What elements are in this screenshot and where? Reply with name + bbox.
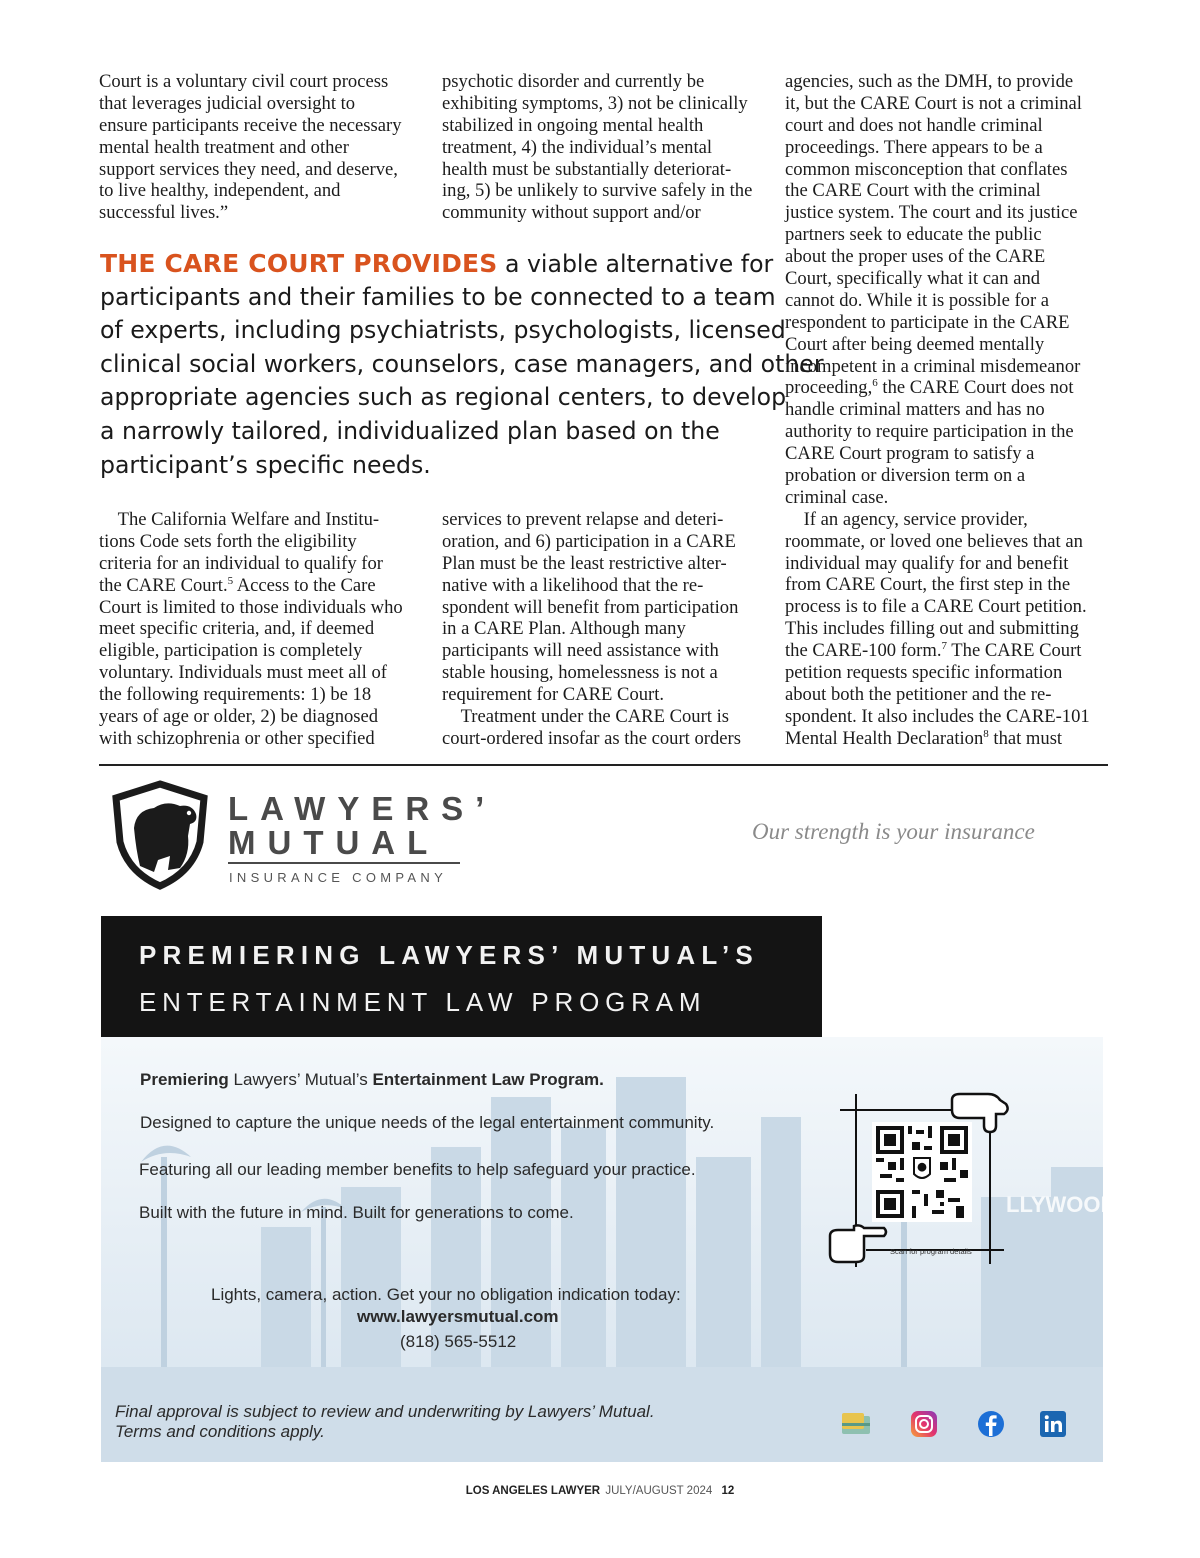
text-line: support services they need, and deserve,: [99, 158, 398, 180]
pointing-hand-right-icon: [824, 1222, 888, 1266]
text-line: stable housing, homelessness is not a: [442, 662, 718, 684]
pull-quote-line: a narrowly tailored, individualized plan based on the: [100, 416, 720, 445]
fine-print-line: Final approval is subject to review and underwriting by Lawyers’ Mutual.: [115, 1402, 655, 1421]
text-line: spondent. It also includes the CARE-101: [785, 705, 1090, 727]
ad-panel: [101, 1037, 1117, 1462]
pull-quote-line: of experts, including psychiatrists, psychologists, licensed: [100, 316, 786, 345]
ad-intro-bold: Entertainment Law Program.: [372, 1070, 604, 1089]
ad-tagline: Our strength is your insurance: [752, 819, 1035, 844]
text-line: If an agency, service provider,: [785, 508, 1028, 530]
text-line: Court is a voluntary civil court process: [99, 71, 389, 92]
text-fragment: a viable alternative for: [497, 250, 774, 278]
text-line: cannot do. While it is possible for a: [785, 289, 1050, 311]
text-line: [785, 377, 1115, 399]
text-line: spondent will benefit from participation: [442, 596, 739, 618]
text-line: about both the petitioner and the re-: [785, 683, 1052, 705]
text-line: common misconception that conflates: [785, 158, 1068, 180]
ad-website-link[interactable]: www.lawyersmutual.com: [357, 1307, 559, 1326]
text-line: petition requests specific information: [785, 662, 1063, 684]
text-line: criteria for an individual to qualify for: [99, 552, 383, 574]
text-line: treatment, 4) the individual’s mental: [442, 136, 713, 158]
text-line: to live healthy, independent, and: [99, 180, 341, 202]
text-line: The California Welfare and Institu-: [99, 509, 380, 530]
text-line: about the proper uses of the CARE: [785, 246, 1046, 268]
text-line: Court is limited to those individuals who: [99, 596, 403, 618]
text-fragment: the CARE Court does not: [877, 377, 1074, 399]
text-line: from CARE Court, the first step in the: [785, 574, 1071, 596]
text-line: meet specific criteria, and, if deemed: [99, 618, 375, 640]
text-line: [785, 640, 1115, 662]
qr-frame: [826, 1092, 1016, 1272]
pull-quote-line: clinical social workers, counselors, case managers, and other: [100, 349, 824, 378]
page-footer: [0, 1485, 1200, 1497]
text-fragment: Access to the Care: [233, 574, 376, 596]
ad-intro-text: Lawyers’ Mutual’s: [228, 1070, 373, 1089]
text-line: community without support and/or: [442, 202, 701, 224]
text-line: participants will need assistance with: [442, 640, 719, 662]
text-line: stabilized in ongoing mental health: [442, 114, 704, 136]
logo-rule: [228, 862, 460, 864]
qr-code[interactable]: [872, 1122, 972, 1222]
ad-call-to-action: Lights, camera, action. Get your no obligation indication today:: [211, 1285, 681, 1304]
linkedin-icon[interactable]: [1038, 1409, 1068, 1439]
text-line: partners seek to educate the public: [785, 224, 1042, 246]
text-line: native with a likelihood that the re-: [442, 574, 704, 596]
text-line: voluntary. Individuals must meet all of: [99, 662, 387, 684]
footnote-ref: 5: [227, 574, 234, 587]
bear-shield-icon: [110, 780, 210, 890]
text-line: mental health treatment and other: [99, 136, 349, 158]
text-fragment: The CARE Court: [946, 640, 1082, 662]
article-column-2-top: [442, 71, 772, 224]
text-line: handle criminal matters and has no: [785, 399, 1045, 421]
logo-word-lawyers: LAWYERS’: [228, 790, 497, 827]
text-line: services to prevent relapse and deteri-: [442, 509, 724, 530]
text-line: criminal case.: [785, 486, 889, 508]
text-line: the CARE Court with the criminal: [785, 180, 1041, 202]
text-line: CARE Court program to satisfy a: [785, 443, 1035, 465]
banner-headline: PREMIERING LAWYERS’ MUTUAL’S: [139, 940, 759, 970]
ad-body-line: Built with the future in mind. Built for generations to come.: [139, 1203, 574, 1222]
text-line: This includes filling out and submitting: [785, 618, 1079, 640]
text-line: probation or diversion term on a: [785, 465, 1026, 487]
text-line: Court after being deemed mentally: [785, 333, 1045, 355]
article-column-1-bottom: [99, 509, 429, 750]
text-line: health must be substantially deteriorat-: [442, 158, 732, 180]
facebook-icon[interactable]: [976, 1409, 1006, 1439]
text-line: eligible, participation is completely: [99, 640, 363, 662]
ad-fine-print: [115, 1402, 655, 1442]
logo-word-mutual: MUTUAL: [228, 824, 440, 861]
fine-print-line: Terms and conditions apply.: [115, 1422, 325, 1441]
pull-quote-line: appropriate agencies such as regional centers, to develop: [100, 383, 787, 412]
text-line: court and does not handle criminal: [785, 114, 1043, 136]
text-line: individual may qualify for and benefit: [785, 552, 1069, 574]
card-icon[interactable]: [841, 1409, 871, 1439]
text-line: agencies, such as the DMH, to provide: [785, 71, 1074, 92]
text-line: in a CARE Plan. Although many: [442, 618, 686, 640]
pull-quote: [100, 247, 824, 482]
logo-subtitle: INSURANCE COMPANY: [229, 870, 448, 885]
text-line: psychotic disorder and currently be: [442, 71, 705, 92]
hollywood-sign: LLYWOOD: [1006, 1192, 1117, 1217]
text-line: incompetent in a criminal misdemeanor: [785, 355, 1081, 377]
ad-intro-bold: Premiering: [140, 1070, 229, 1089]
pull-quote-lead: THE CARE COURT PROVIDES: [100, 249, 498, 278]
text-line: requirement for CARE Court.: [442, 684, 665, 706]
instagram-icon[interactable]: [909, 1409, 939, 1439]
text-line: justice system. The court and its justice: [785, 202, 1078, 224]
text-line: years of age or older, 2) be diagnosed: [99, 706, 379, 728]
text-line: successful lives.”: [99, 202, 229, 224]
ad-phone-number[interactable]: (818) 565-5512: [400, 1332, 517, 1351]
page-number: 12: [721, 1485, 735, 1497]
text-line: roommate, or loved one believes that an: [785, 530, 1083, 552]
text-line: Plan must be the least restrictive alter-: [442, 552, 727, 574]
publication-name: LOS ANGELES LAWYER: [465, 1485, 601, 1497]
text-fragment: proceeding,: [785, 377, 873, 399]
text-line: proceedings. There appears to be a: [785, 136, 1043, 158]
text-line: court-ordered insofar as the court orders: [442, 727, 741, 749]
ad-body-line: Featuring all our leading member benefits to help safeguard your practice.: [139, 1160, 696, 1179]
text-line: oration, and 6) participation in a CARE: [442, 530, 736, 552]
text-fragment: that must: [988, 727, 1063, 749]
article-column-2-bottom: [442, 509, 772, 750]
qr-caption: Scan for program details: [890, 1247, 972, 1256]
ad-intro-line: [140, 1070, 604, 1090]
text-line: tions Code sets forth the eligibility: [99, 530, 357, 552]
footnote-ref: 7: [941, 640, 947, 653]
pull-quote-line: participant’s specific needs.: [100, 450, 431, 479]
text-line: ensure participants receive the necessary: [99, 114, 402, 136]
qr-code-icon: [872, 1122, 972, 1222]
ad-banner: [101, 916, 822, 1037]
text-line: process is to file a CARE Court petition.: [785, 596, 1087, 618]
text-fragment: Mental Health Declaration: [785, 727, 984, 749]
banner-subheadline: ENTERTAINMENT LAW PROGRAM: [139, 987, 707, 1017]
pull-quote-line: [100, 247, 774, 281]
text-line: it, but the CARE Court is not a criminal: [785, 92, 1082, 114]
footnote-ref: 8: [983, 727, 989, 740]
article-column-1-top: [99, 71, 429, 224]
text-line: authority to require participation in the: [785, 421, 1074, 443]
text-line: exhibiting symptoms, 3) not be clinically: [442, 92, 748, 114]
lawyers-mutual-logo[interactable]: [110, 780, 497, 890]
text-line: [785, 728, 1115, 750]
ad-body-line: Designed to capture the unique needs of the legal entertainment community.: [140, 1113, 715, 1132]
text-line: Treatment under the CARE Court is: [442, 706, 729, 728]
pull-quote-line: participants and their families to be connected to a team: [100, 282, 776, 311]
issue-date: JULY/AUGUST 2024: [605, 1485, 713, 1497]
text-line: respondent to participate in the CARE: [785, 311, 1070, 333]
text-line: the following requirements: 1) be 18: [99, 684, 372, 706]
text-line: ing, 5) be unlikely to survive safely in the: [442, 180, 753, 202]
text-fragment: the CARE Court.: [99, 574, 228, 596]
footnote-ref: 6: [872, 377, 878, 390]
text-line: that leverages judicial oversight to: [99, 92, 356, 114]
text-line: Court, specifically what it can and: [785, 268, 1041, 290]
text-line: [99, 575, 429, 597]
article-column-3: [785, 71, 1115, 750]
section-divider: [99, 764, 1108, 766]
text-line: with schizophrenia or other specified: [99, 727, 375, 749]
text-fragment: the CARE-100 form.: [785, 640, 942, 662]
